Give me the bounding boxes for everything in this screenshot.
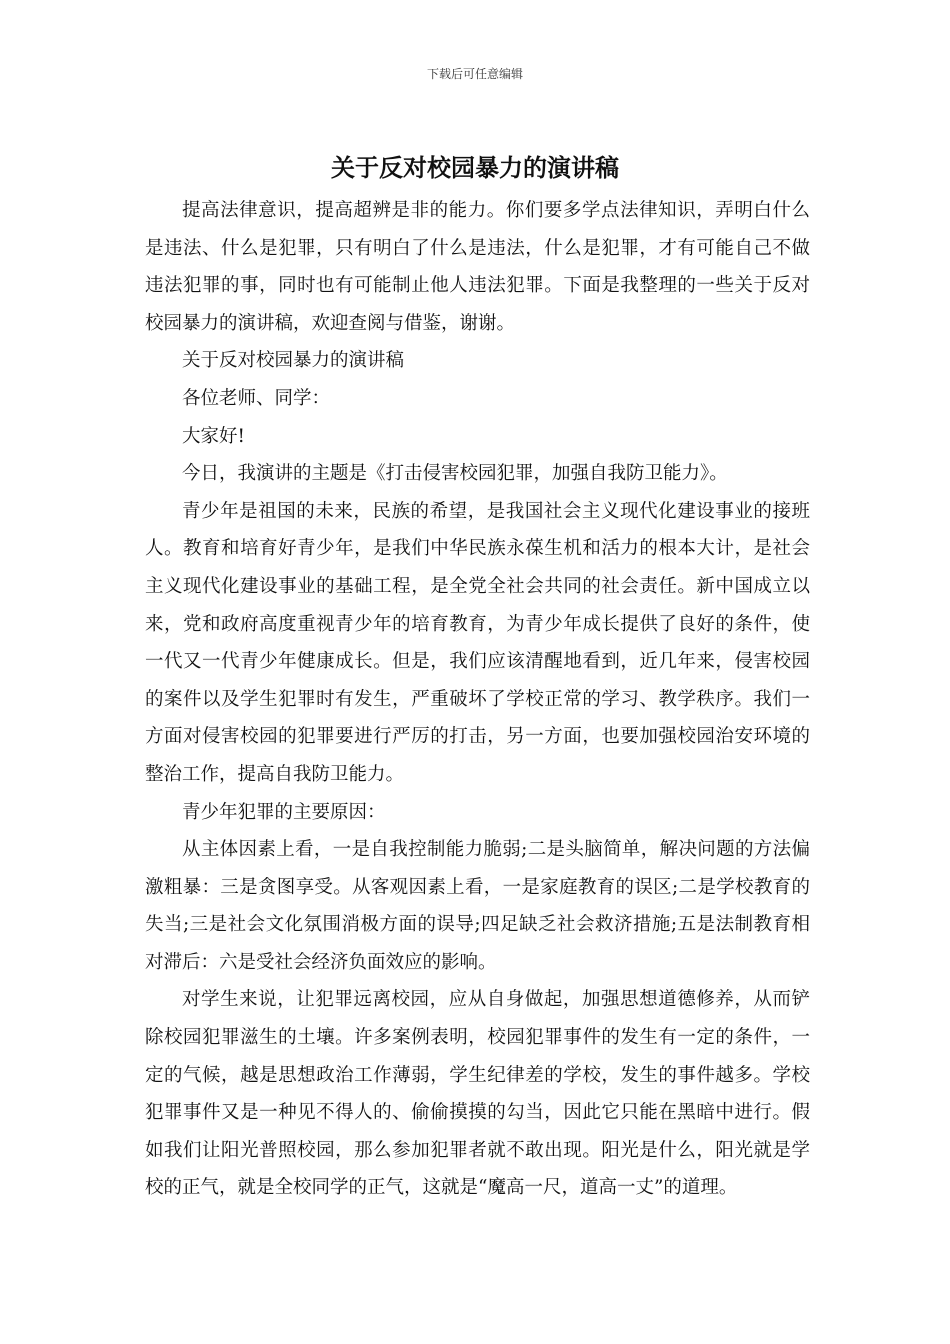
paragraph-causes-heading: 青少年犯罪的主要原因：: [182, 801, 386, 823]
document-title: 关于反对校园暴力的演讲稿: [331, 153, 619, 182]
paragraph-subtitle: 关于反对校园暴力的演讲稿: [182, 350, 405, 372]
document-body: [145, 192, 810, 1207]
paragraph-topic: 今日，我演讲的主题是《打击侵害校园犯罪，加强自我防卫能力》。: [182, 463, 728, 485]
paragraph-intro: 提高法律意识，提高超辨是非的能力。你们要多学点法律知识，弄明白什么是违法、什么是犯罪，只有明白了什么是违法，什么是犯罪，才有可能自己不做违法犯罪的事，同时也有可能制止他人违法犯罪。下面是我整理的一些关于反对校园暴力的演讲稿，欢迎查阅与借鉴，谢谢。: [145, 200, 810, 334]
paragraph-students: 对学生来说，让犯罪远离校园，应从自身做起，加强思想道德修养，从而铲除校园犯罪滋生的土壤。许多案例表明，校园犯罪事件的发生有一定的条件，一定的气候，越是思想政治工作薄弱，学生纪律差的学校，发生的事件越多。学校犯罪事件又是一种见不得人的、偷偷摸摸的勾当，因此它只能在黑暗中进行。假如我们让阳光普照校园，那么参加犯罪者就不敢出现。阳光是什么，阳光就是学校的正气，就是全校同学的正气，这就是“魔高一尺，道高一丈”的道理。: [145, 989, 810, 1199]
paragraph-youth: 青少年是祖国的未来，民族的希望，是我国社会主义现代化建设事业的接班人。教育和培育好青少年，是我们中华民族永葆生机和活力的根本大计，是社会主义现代化建设事业的基础工程，是全党全社会共同的社会责任。新中国成立以来，党和政府高度重视青少年的培育教育，为青少年成长提供了良好的条件，使一代又一代青少年健康成长。但是，我们应该清醒地看到，近几年来，侵害校园的案件以及学生犯罪时有发生，严重破坏了学校正常的学习、教学秩序。我们一方面对侵害校园的犯罪要进行严厉的打击，另一方面，也要加强校园治安环境的整治工作，提高自我防卫能力。: [145, 500, 810, 785]
paragraph-causes: 从主体因素上看，一是自我控制能力脆弱;二是头脑简单，解决问题的方法偏激粗暴：三是贪图享受。从客观因素上看，一是家庭教育的误区;二是学校教育的失当;三是社会文化氛围消极方面的误导;四足缺乏社会救济措施;五是法制教育相对滞后：六是受社会经济负面效应的影响。: [145, 839, 810, 973]
paragraph-greeting: 大家好!: [182, 425, 245, 447]
paragraph-salutation: 各位老师、同学：: [182, 387, 331, 409]
page-header-note: 下载后可任意编辑: [426, 67, 523, 81]
